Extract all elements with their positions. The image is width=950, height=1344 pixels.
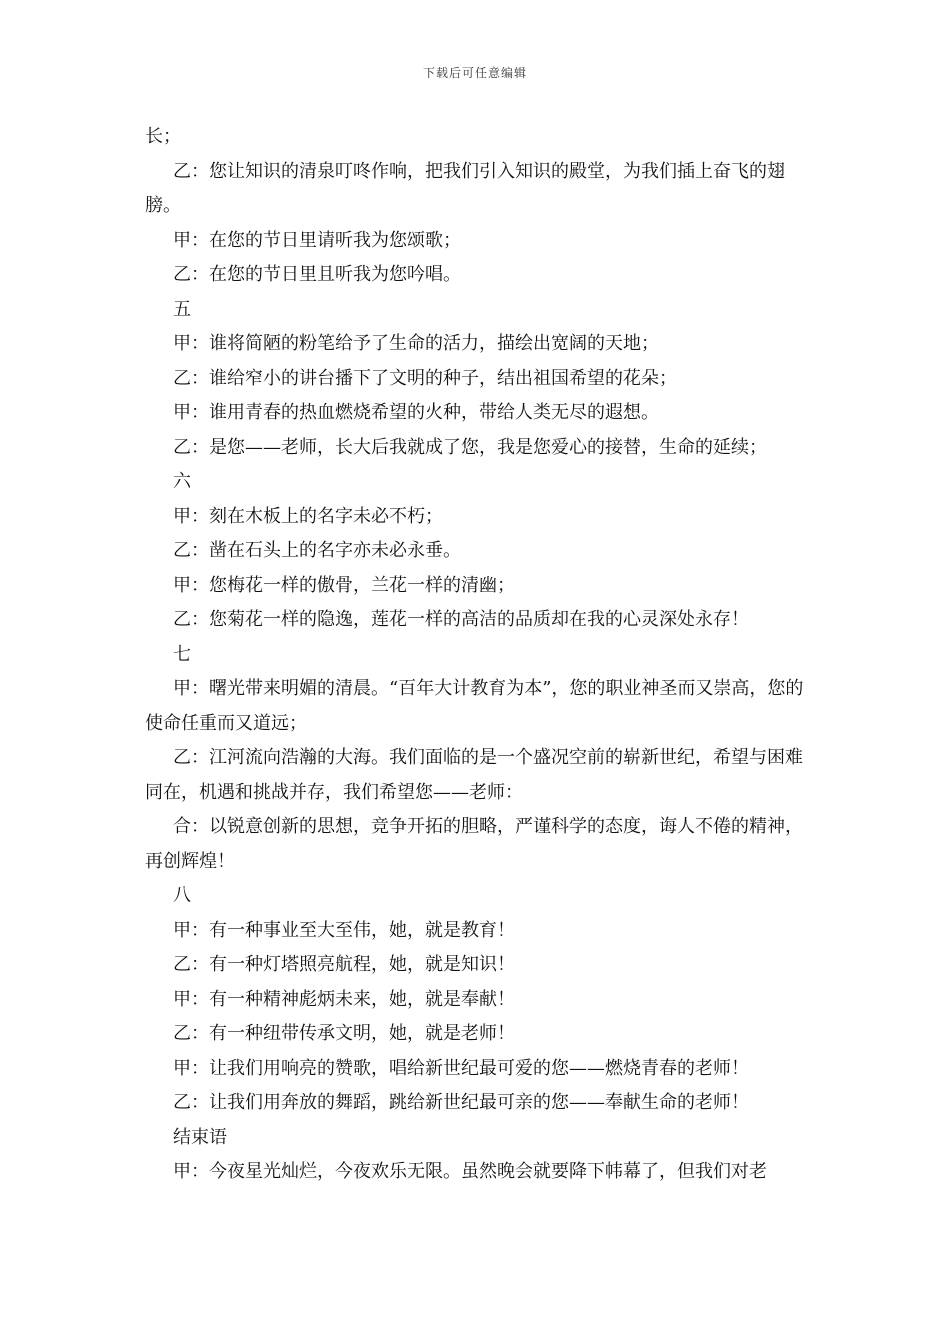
paragraph: 长； (145, 126, 181, 147)
paragraph: 甲：在您的节日里请听我为您颂歌； (173, 229, 461, 251)
paragraph: 甲：今夜星光灿烂，今夜欢乐无限。虽然晚会就要降下帏幕了，但我们对老 (173, 1161, 767, 1182)
section-heading: 八 (173, 885, 191, 906)
document-body (145, 120, 815, 1190)
paragraph: 甲：有一种精神彪炳未来，她，就是奉献！ (173, 988, 515, 1010)
section-heading: 七 (173, 643, 191, 665)
paragraph: 甲：让我们用响亮的赞歌，唱给新世纪最可爱的您——燃烧青春的老师！ (173, 1057, 749, 1079)
section-heading: 五 (173, 298, 191, 320)
paragraph: 乙：是您——老师，长大后我就成了您，我是您爱心的接替，生命的延续； (173, 436, 767, 458)
paragraph: 甲：谁用青春的热血燃烧希望的火种，带给人类无尽的遐想。 (173, 402, 659, 423)
paragraph: 甲：您梅花一样的傲骨，兰花一样的清幽； (173, 574, 515, 596)
paragraph: 合：以锐意创新的思想，竞争开拓的胆略，严谨科学的态度，诲人不倦的精神，再创辉煌！ (145, 816, 803, 872)
paragraph: 乙：江河流向浩瀚的大海。我们面临的是一个盛况空前的崭新世纪，希望与困难同在，机遇和挑战并存，我们希望您——老师： (145, 747, 803, 803)
paragraph: 甲：刻在木板上的名字未必不朽； (173, 505, 443, 527)
paragraph: 乙：有一种纽带传承文明，她，就是老师！ (173, 1023, 515, 1044)
paragraph: 乙：有一种灯塔照亮航程，她，就是知识！ (173, 954, 515, 975)
paragraph: 甲：谁将简陋的粉笔给予了生命的活力，描绘出宽阔的天地； (173, 333, 659, 354)
section-heading: 六 (173, 471, 191, 492)
paragraph: 乙：凿在石头上的名字亦未必永垂。 (173, 540, 461, 561)
section-heading: 结束语 (173, 1126, 227, 1148)
page-header: 下载后可任意编辑 (422, 66, 527, 80)
paragraph: 乙：让我们用奔放的舞蹈，跳给新世纪最可亲的您——奉献生命的老师！ (173, 1092, 749, 1113)
paragraph: 乙：在您的节日里且听我为您吟唱。 (173, 264, 461, 285)
paragraph: 乙：您让知识的清泉叮咚作响，把我们引入知识的殿堂，为我们插上奋飞的翅膀。 (145, 160, 785, 216)
paragraph: 甲：曙光带来明媚的清晨。“百年大计教育为本”，您的职业神圣而又崇高，您的使命任重而又道远； (145, 678, 804, 734)
paragraph: 乙：谁给窄小的讲台播下了文明的种子，结出祖国希望的花朵； (173, 367, 677, 389)
paragraph: 甲：有一种事业至大至伟，她，就是教育！ (173, 919, 515, 941)
paragraph: 乙：您菊花一样的隐逸，莲花一样的高洁的品质却在我的心灵深处永存！ (173, 609, 749, 630)
